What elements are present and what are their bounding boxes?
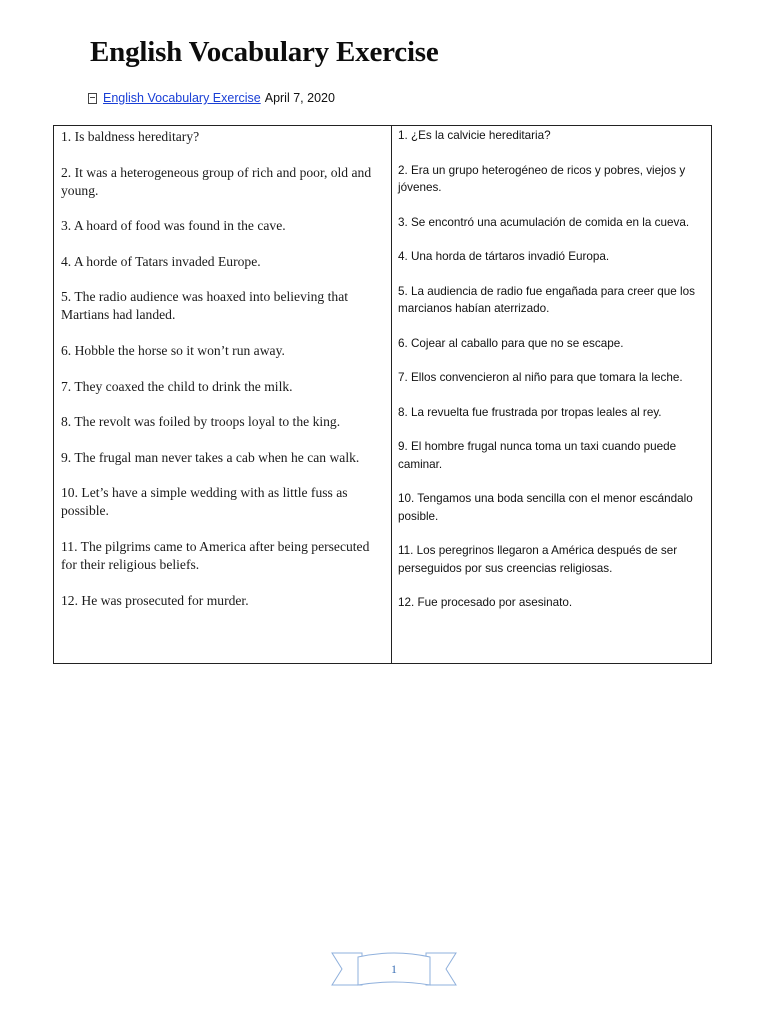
page-title: English Vocabulary Exercise [90, 36, 439, 68]
spanish-sentence: 3. Se encontró una acumulación de comida en la cueva. [398, 215, 690, 229]
english-sentence: 10. Let’s have a simple wedding with as little fuss as possible. [61, 485, 348, 519]
english-sentence: 1. Is baldness hereditary? [61, 129, 200, 144]
spanish-sentence: 5. La audiencia de radio fue engañada para creer que los marcianos habían aterrizado. [398, 284, 695, 315]
page-number: 1 [391, 962, 397, 976]
english-sentence: 5. The radio audience was hoaxed into believing that Martians had landed. [61, 289, 349, 323]
document-icon [88, 93, 97, 104]
english-sentence: 11. The pilgrims came to America after being persecuted for their religious beliefs. [61, 538, 370, 572]
spanish-sentence: 8. La revuelta fue frustrada por tropas leales al rey. [398, 405, 662, 419]
english-sentence: 2. It was a heterogeneous group of rich and poor, old and young. [61, 164, 372, 198]
spanish-sentence: 4. Una horda de tártaros invadió Europa. [398, 250, 610, 263]
spanish-sentence: 2. Era un grupo heterogéneo de ricos y pobres, viejos y jóvenes. [398, 163, 686, 194]
spanish-sentence: 11. Los peregrinos llegaron a América después de ser perseguidos por sus creencias religiosas. [398, 544, 678, 575]
english-sentence: 12. He was prosecuted for murder. [61, 592, 249, 608]
spanish-sentence: 12. Fue procesado por asesinato. [398, 596, 573, 609]
english-sentence: 4. A horde of Tatars invaded Europe. [61, 253, 261, 269]
spanish-sentence: 9. El hombre frugal nunca toma un taxi cuando puede caminar. [398, 440, 677, 471]
english-sentence: 3. A hoard of food was found in the cave. [61, 218, 286, 234]
english-column [54, 126, 392, 663]
english-sentence: 7. They coaxed the child to drink the milk. [61, 378, 293, 394]
vocabulary-table [53, 125, 712, 664]
english-sentence: 6. Hobble the horse so it won’t run away. [61, 342, 285, 358]
spanish-sentence: 7. Ellos convencieron al niño para que tomara la leche. [398, 371, 683, 384]
exercise-link[interactable]: English Vocabulary Exercise [103, 91, 261, 105]
english-sentence: 9. The frugal man never takes a cab when he can walk. [61, 449, 360, 465]
meta-line [88, 91, 335, 105]
spanish-column [392, 126, 711, 663]
spanish-sentence: 6. Cojear al caballo para que no se escape. [398, 336, 624, 350]
spanish-sentence: 10. Tengamos una boda sencilla con el menor escándalo posible. [398, 492, 693, 523]
spanish-sentence: 1. ¿Es la calvicie hereditaria? [398, 129, 551, 142]
page-number-badge [330, 951, 458, 989]
english-sentence: 8. The revolt was foiled by troops loyal to the king. [61, 414, 341, 430]
publish-date: April 7, 2020 [264, 91, 335, 105]
